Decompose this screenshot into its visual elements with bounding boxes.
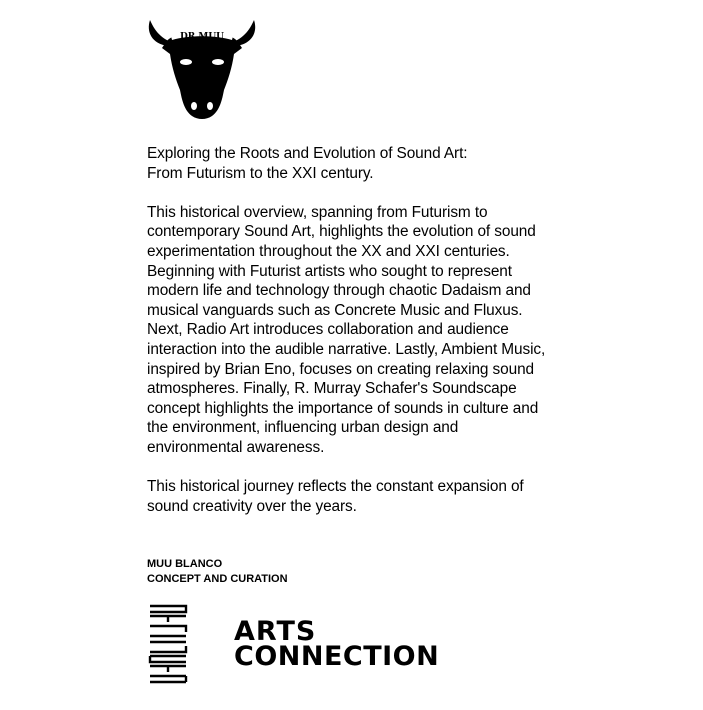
bull-head-icon <box>146 18 258 128</box>
closing-paragraph: This historical journey reflects the constant expansion of sound creativity over the years. <box>147 478 524 515</box>
title-line-2: From Futurism to the XXI century. <box>147 164 374 182</box>
credits <box>147 557 288 587</box>
curator-name: MUU BLANCO <box>147 558 223 570</box>
intro-title <box>147 144 547 183</box>
vertical-wordmark-icon <box>146 604 190 686</box>
main-text <box>147 144 547 516</box>
title-line-1: Exploring the Roots and Evolution of Sound Art: <box>147 145 468 162</box>
curator-role: CONCEPT AND CURATION <box>147 573 288 585</box>
body-paragraph: This historical overview, spanning from Futurism to contemporary Sound Art, highlights the evolution of sound experimentation throughout the XX and XXI centuries. Beginning with Futurist artists who sought to represent modern life and technology through chaotic Dadaism and musical vanguards such as Concrete Music and Fluxus. Next, Radio Art introduces collaboration and audience interaction into the audible narrative. Lastly, Ambient Music, inspired by Brian Eno, focuses on creating relaxing sound atmospheres. Finally, R. Murray Schafer's Soundscape concept highlights the importance of sounds in culture and the environment, influencing urban design and environmental awareness. <box>147 203 546 456</box>
arts-logo-line1: ARTS <box>234 616 317 647</box>
arts-logo-line2: CONNECTION <box>234 641 440 672</box>
arts-connection-logo <box>234 616 440 672</box>
logo-text: DR.MUU <box>179 32 225 42</box>
